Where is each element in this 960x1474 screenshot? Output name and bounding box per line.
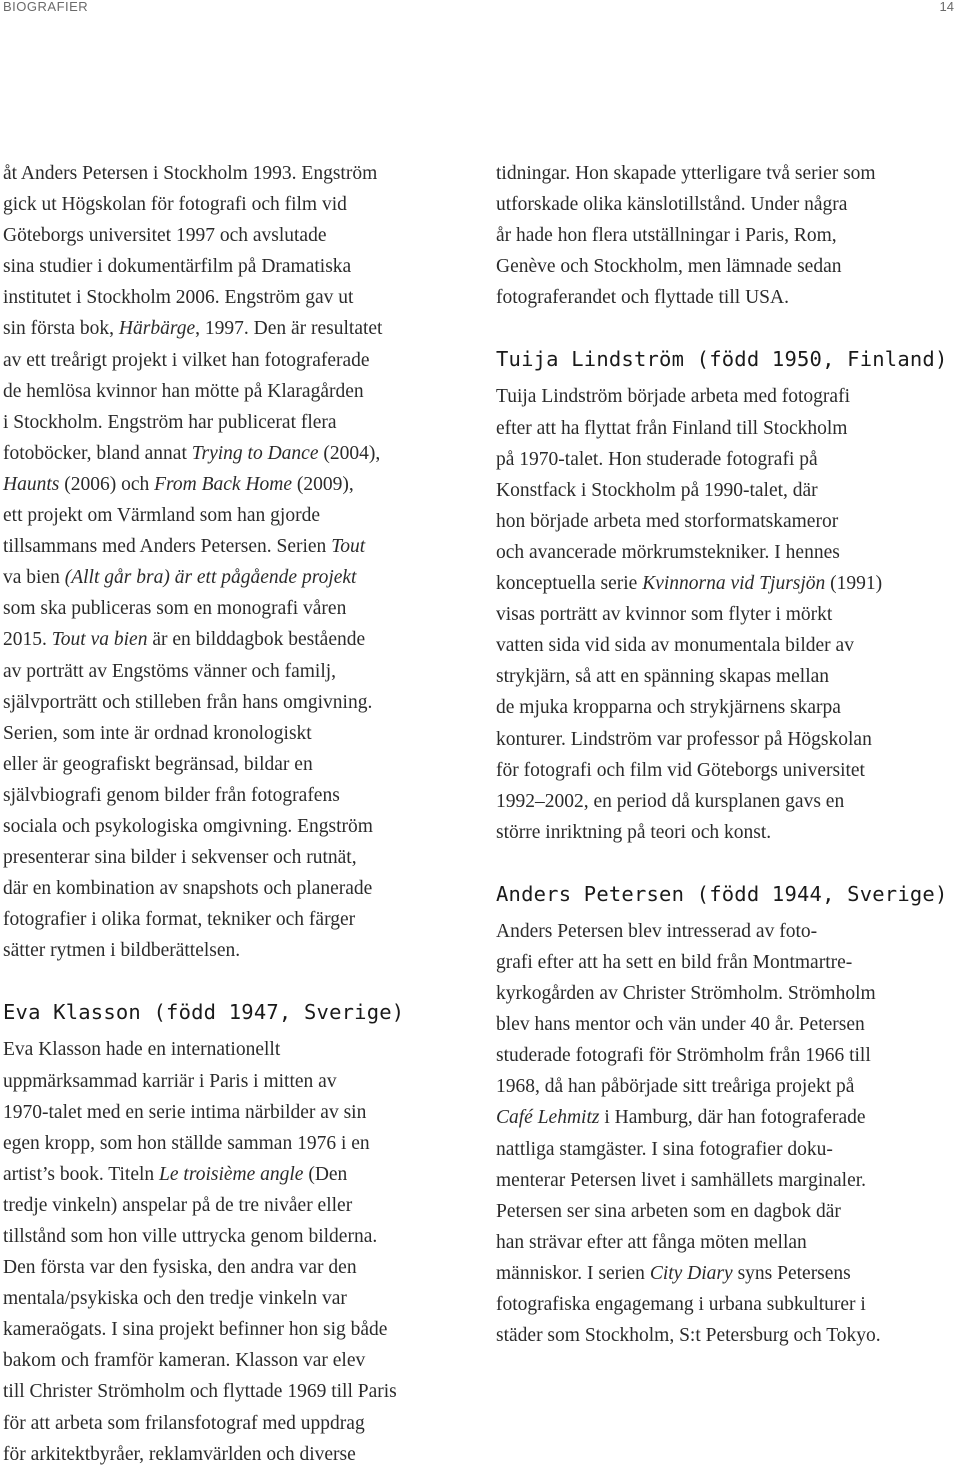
- text-line: för fotografi och film vid Göteborgs universitet: [496, 759, 865, 781]
- text-line: Eva Klasson hade en internationellt: [3, 1039, 281, 1061]
- text-line: Serien, som inte är ordnad kronologiskt: [3, 722, 312, 744]
- text-line: institutet i Stockholm 2006. Engström gav ut: [3, 287, 354, 309]
- text-line: efter att ha flyttat från Finland till Stockholm: [496, 417, 848, 439]
- section-title: BIOGRAFIER: [3, 0, 89, 14]
- text-line: tillstånd som hon ville uttrycka genom bilderna.: [3, 1226, 378, 1247]
- text-line: studerade fotografi för Strömholm från 1966 till: [496, 1045, 871, 1067]
- text-line: Göteborgs universitet 1997 och avslutade: [3, 225, 327, 247]
- text-line: åt Anders Petersen i Stockholm 1993. Engström: [3, 163, 378, 184]
- text-line: fotograferandet och flyttade till USA.: [496, 287, 789, 309]
- text-line: mentala/psykiska och den tredje vinkeln var: [3, 1288, 347, 1310]
- page-number: 14: [939, 0, 954, 14]
- italic-title: Tout va bien: [51, 629, 148, 651]
- text-line: Genève och Stockholm, men lämnade sedan: [496, 256, 842, 278]
- left-column: [3, 158, 471, 1470]
- text-line: tillsammans med Anders Petersen. Serien Tout: [3, 536, 366, 558]
- text-line: fotoböcker, bland annat Trying to Dance (2004),: [3, 442, 381, 464]
- text-line: Haunts (2006) och From Back Home (2009),: [3, 473, 354, 495]
- text-line: han strävar efter att fånga möten mellan: [496, 1231, 807, 1253]
- heading-anders-petersen: Anders Petersen (född 1944, Sverige): [496, 881, 948, 906]
- text-line: av ett treårigt projekt i vilket han fotograferade: [3, 349, 370, 371]
- text-line: ett projekt om Värmland som han gjorde: [3, 505, 320, 527]
- text-line: konturer. Lindström var professor på Högskolan: [496, 728, 872, 750]
- italic-title: Trying to Dance: [191, 442, 319, 464]
- heading-tuija-lindstrom: Tuija Lindström (född 1950, Finland): [496, 347, 948, 372]
- text-line: grafi efter att ha sett en bild från Montmartre-: [496, 951, 853, 973]
- text-line: nattliga stamgäster. I sina fotografier doku-: [496, 1138, 833, 1160]
- text-line: 1970-talet med en serie intima närbilder av sin: [3, 1101, 367, 1123]
- text-line: visas porträtt av kvinnor som flyter i mörkt: [496, 604, 833, 626]
- text-line: egen kropp, som hon ställde samman 1976 i en: [3, 1132, 370, 1154]
- text-line: 2015. Tout va bien är en bilddagbok bestående: [3, 629, 366, 651]
- petersen-paragraph: [496, 916, 956, 1351]
- klasson-paragraph: [3, 1034, 471, 1469]
- text-line: självbiografi genom bilder från fotografens: [3, 784, 340, 806]
- italic-title: (Allt går bra) är ett pågående projekt: [59, 567, 357, 589]
- text-line: de mjuka kropparna och strykjärnens skarpa: [496, 697, 841, 719]
- text-line: sin första bok, Härbärge, 1997. Den är resultatet: [3, 318, 383, 340]
- page-header: [0, 0, 960, 14]
- text-line: strykjärn, så att en spänning skapas mellan: [496, 666, 830, 688]
- text-line: tidningar. Hon skapade ytterligare två serier som: [496, 163, 876, 184]
- text-line: i Stockholm. Engström har publicerat flera: [3, 411, 337, 433]
- text-line: eller är geografiskt begränsad, bildar en: [3, 753, 313, 775]
- text-line: sina studier i dokumentärfilm på Dramatiska: [3, 256, 352, 278]
- text-line: Den första var den fysiska, den andra var den: [3, 1257, 357, 1279]
- text-line: städer som Stockholm, S:t Petersburg och Tokyo.: [496, 1325, 881, 1347]
- text-line: Anders Petersen blev intresserad av foto-: [496, 920, 818, 942]
- klasson-continuation-paragraph: [496, 158, 956, 313]
- text-line: vatten sida vid sida av monumentala bilder av: [496, 635, 854, 657]
- italic-title: City Diary: [649, 1262, 733, 1284]
- italic-title: Haunts: [3, 473, 60, 495]
- text-line: för att arbeta som frilansfotograf med uppdrag: [3, 1412, 365, 1434]
- text-line: 1968, då han påbörjade sitt treåriga projekt på: [496, 1076, 855, 1098]
- text-line: menterar Petersen livet i samhällets marginaler.: [496, 1169, 867, 1191]
- lindstrom-paragraph: [496, 381, 956, 847]
- text-line: uppmärksammad karriär i Paris i mitten av: [3, 1070, 337, 1092]
- text-line: på 1970-talet. Hon studerade fotografi på: [496, 448, 818, 470]
- italic-title: Tout: [331, 536, 366, 558]
- text-line: artist’s book. Titeln Le troisième angle (Den: [3, 1163, 348, 1185]
- text-line: utforskade olika känslotillstånd. Under några: [496, 194, 848, 216]
- text-line: sociala och psykologiska omgivning. Engström: [3, 815, 373, 837]
- italic-title: Café Lehmitz: [496, 1107, 600, 1129]
- text-line: som ska publiceras som en monografi våren: [3, 598, 347, 620]
- text-line: större inriktning på teori och konst.: [496, 821, 772, 843]
- text-line: 1992–2002, en period då kursplanen gavs en: [496, 790, 845, 812]
- text-line: fotografier i olika format, tekniker och färger: [3, 909, 356, 931]
- text-line: av porträtt av Engstöms vänner och familj,: [3, 660, 337, 682]
- text-line: Tuija Lindström började arbeta med fotografi: [496, 386, 850, 408]
- text-line: de hemlösa kvinnor han mötte på Klaragården: [3, 380, 364, 402]
- text-line: Petersen ser sina arbeten som en dagbok där: [496, 1200, 841, 1222]
- text-line: Café Lehmitz i Hamburg, där han fotograferade: [496, 1107, 866, 1129]
- text-line: självporträtt och stilleben från hans omgivning.: [3, 691, 373, 713]
- text-line: presenterar sina bilder i sekvenser och rutnät,: [3, 847, 357, 869]
- text-line: för arkitektbyråer, reklamvärlden och diverse: [3, 1443, 356, 1465]
- text-line: va bien (Allt går bra) är ett pågående projekt: [3, 567, 357, 589]
- text-line: tredje vinkeln) anspelar på de tre nivåer eller: [3, 1194, 353, 1216]
- text-line: och avancerade mörkrumstekniker. I hennes: [496, 541, 840, 563]
- text-line: till Christer Strömholm och flyttade 1969 till Paris: [3, 1381, 397, 1403]
- text-line: år hade hon flera utställningar i Paris, Rom,: [496, 225, 837, 247]
- text-line: kameraögats. I sina projekt befinner hon sig både: [3, 1319, 388, 1341]
- text-line: gick ut Högskolan för fotografi och film vid: [3, 194, 347, 216]
- text-line: fotografiska engagemang i urbana subkulturer i: [496, 1294, 866, 1315]
- engstrom-paragraph: [3, 158, 471, 966]
- text-line: blev hans mentor och vän under 40 år. Petersen: [496, 1014, 865, 1036]
- heading-eva-klasson: Eva Klasson (född 1947, Sverige): [3, 1000, 405, 1025]
- italic-title: From Back Home: [154, 473, 293, 495]
- text-line: där en kombination av snapshots och planerade: [3, 878, 373, 900]
- text-line: människor. I serien City Diary syns Petersens: [496, 1262, 851, 1284]
- text-line: sätter rytmen i bildberättelsen.: [3, 940, 241, 962]
- italic-title: Le troisième angle: [159, 1163, 304, 1185]
- text-line: bakom och framför kameran. Klasson var elev: [3, 1350, 366, 1372]
- right-column: [496, 158, 956, 1351]
- text-line: Konstfack i Stockholm på 1990-talet, där: [496, 479, 818, 501]
- italic-title: Härbärge: [118, 318, 196, 340]
- text-line: kyrkogården av Christer Strömholm. Strömholm: [496, 983, 876, 1005]
- italic-title: Kvinnorna vid Tjursjön: [642, 573, 826, 595]
- text-line: hon började arbeta med storformatskameror: [496, 510, 839, 532]
- text-line: konceptuella serie Kvinnorna vid Tjursjön (1991): [496, 573, 883, 595]
